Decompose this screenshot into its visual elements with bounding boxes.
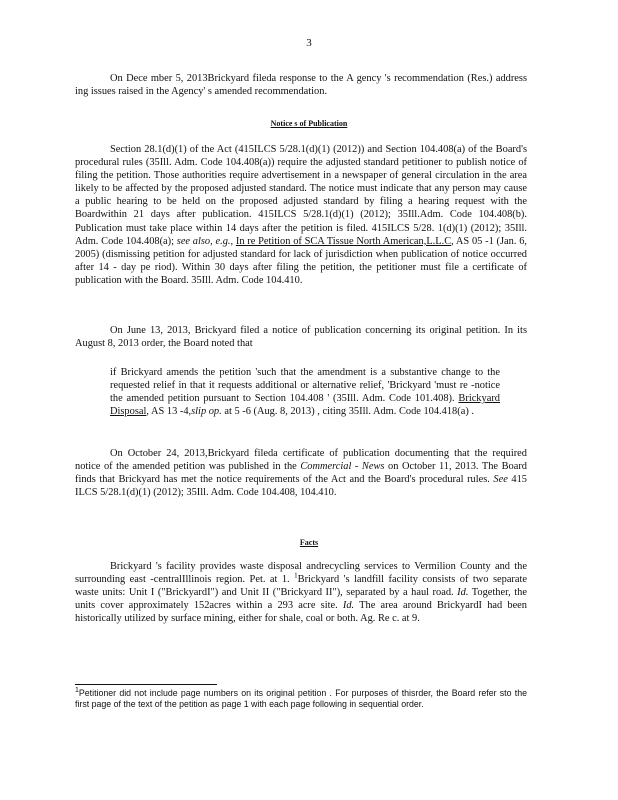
october-text-a: On October 24, 2013,Brickyard fileda certificate of publication documenting that the required notice of the amended petition was published in the	[75, 448, 527, 473]
quote-case-citation: Brickyard Disposal	[110, 393, 500, 418]
heading-facts	[0, 536, 618, 549]
quote-text-b: , AS 13 -4,	[146, 406, 192, 418]
facts-text-c: Together, the units cover approximately 152acres within a 293 acre site.	[75, 587, 527, 612]
heading-facts-text: Facts	[299, 538, 319, 547]
footnote-text: Petitioner did not include page numbers on its original petition . For purposes of thisrder, the Board refer sto the first page of the text of the petition as page 1 with each page following in sequential order.	[75, 688, 527, 710]
notice-see-also: see also, e.g.,	[176, 235, 234, 247]
notice-case-citation: In re Petition of SCA Tissue North American,L.L.C	[235, 235, 452, 247]
facts-text-b: Brickyard 's landfill facility consists of two separate waste units: Unit I ("BrickyardI") and Unit II ("Brickyard II"), separated by a haul road.	[75, 574, 527, 599]
october-see: See	[493, 474, 508, 486]
paragraph-notice	[75, 143, 527, 287]
facts-id-2: Id.	[342, 600, 355, 612]
paragraph-october	[75, 447, 527, 499]
block-quote	[110, 366, 500, 418]
footnote-divider	[75, 684, 217, 685]
facts-id-1: Id.	[457, 587, 469, 599]
october-newspaper: Commercial - News	[300, 461, 385, 473]
notice-text-a: Section 28.1(d)(1) of the Act (415ILCS 5/28.1(d)(1) (2012)) and Section 104.408(a) of the Board's procedural rules (35Ill. Adm. Code 104.408(a)) require the adjusted standard petitioner to publish notice of filing the petition. Those authorities require advertisement in a newspaper of general circulation in the area likely to be affected by the proposed adjusted standard. The notice must indicate that any person may cause a public hearing to be held on the proposed adjusted standard by filing a hearing request with the Boardwithin 21 days after publication. 415ILCS 5/28.1(d)(1) (2012); 35Ill.Adm. Code 104.408(b). Publication must take place within 14 days after the petition is filed. 415ILCS 5/28. 1(d)(1) (2012); 35Ill. Adm. Code 104.408(a);	[75, 144, 527, 247]
footnote-mark: 1	[75, 687, 79, 695]
quote-text-a: if Brickyard amends the petition 'such that the amendment is a substantive change to the requested relief in that it requests additional or alternative relief, 'Brickyard 'must re -notice the amended petition pursuant to Section 104.408 ' (35Ill. Adm. Code 101.408).	[110, 367, 500, 405]
page-number: 3	[306, 37, 312, 49]
quote-text-c: at 5 -6 (Aug. 8, 2013) , citing 35Ill. Adm. Code 104.418(a) .	[224, 406, 474, 418]
october-text-b: on October 11, 2013. The Board finds that Brickyard has met the notice requirements of the Act and the Board's procedural rules.	[75, 461, 527, 486]
paragraph-response: On Dece mber 5, 2013Brickyard fileda response to the A gency 's recommendation (Res.) address ing issues raised in the Agency' s amended recommendation.	[75, 73, 527, 98]
facts-text-d: The area around BrickyardI had been historically utilized by surface mining, either for shale, coal or both. Ag. Re c. at 9.	[75, 600, 527, 625]
footnote	[75, 688, 527, 711]
heading-notices-text: Notice s of Publication	[270, 119, 348, 128]
paragraph-june: On June 13, 2013, Brickyard filed a notice of publication concerning its original petition. In its August 8, 2013 order, the Board noted that	[75, 325, 527, 350]
notice-text-b: , AS 05 -1 (Jan. 6, 2005) (dismissing petition for adjusted standard for lack of jurisdiction when publication of notice occurred after 14 - day pe riod). Within 30 days after filing the petition, the petitioner must file a certificate of publication with the Board. 35Ill. Adm. Code 104.410.	[75, 235, 527, 286]
footnote-reference: 1	[294, 571, 298, 580]
paragraph-facts	[75, 560, 527, 625]
heading-notices	[0, 117, 618, 130]
quote-slip-op: slip op.	[191, 406, 222, 418]
facts-text-a: Brickyard 's facility provides waste disposal andrecycling services to Vermilion County and the surrounding east -centralIllinois region. Pet. at 1.	[75, 561, 527, 586]
october-text-c: 415 ILCS 5/28.1(d)(1) (2012); 35Ill. Adm. Code 104.408, 104.410.	[75, 474, 527, 499]
